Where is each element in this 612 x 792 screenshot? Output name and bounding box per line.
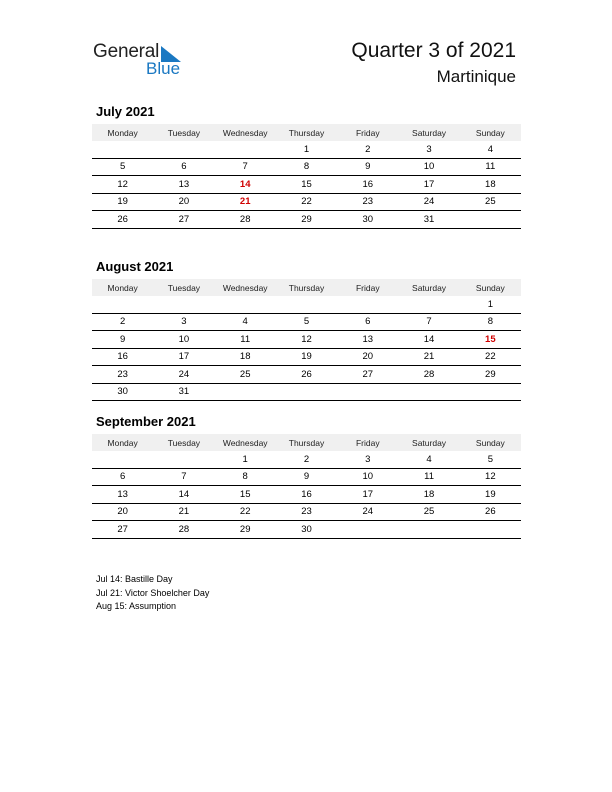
day-cell: 26 bbox=[460, 503, 521, 521]
day-cell: 20 bbox=[92, 503, 153, 521]
day-cell: 21 bbox=[153, 503, 214, 521]
day-cell: 9 bbox=[92, 331, 153, 349]
day-cell bbox=[215, 296, 276, 313]
day-cell: 26 bbox=[276, 366, 337, 384]
day-cell: 27 bbox=[92, 521, 153, 539]
day-cell: 2 bbox=[92, 313, 153, 331]
day-cell: 19 bbox=[92, 193, 153, 211]
calendar-table bbox=[92, 434, 521, 539]
week-row bbox=[92, 193, 521, 211]
day-cell bbox=[398, 296, 459, 313]
day-cell bbox=[92, 451, 153, 468]
day-cell: 7 bbox=[215, 158, 276, 176]
day-cell bbox=[398, 521, 459, 539]
day-cell: 7 bbox=[153, 468, 214, 486]
day-cell: 18 bbox=[460, 176, 521, 194]
day-cell: 20 bbox=[153, 193, 214, 211]
day-cell: 8 bbox=[276, 158, 337, 176]
day-cell bbox=[460, 383, 521, 401]
quarter-title: Quarter 3 of 2021 bbox=[351, 39, 516, 62]
day-cell: 13 bbox=[337, 331, 398, 349]
day-cell: 27 bbox=[153, 211, 214, 229]
day-cell: 8 bbox=[215, 468, 276, 486]
day-cell: 6 bbox=[92, 468, 153, 486]
weekday-label: Monday bbox=[92, 279, 153, 296]
day-cell: 29 bbox=[276, 211, 337, 229]
day-cell: 21 bbox=[398, 348, 459, 366]
day-cell bbox=[92, 296, 153, 313]
weekday-label: Friday bbox=[337, 279, 398, 296]
day-cell bbox=[276, 383, 337, 401]
month-august bbox=[92, 259, 521, 401]
logo bbox=[93, 40, 203, 80]
day-cell: 29 bbox=[215, 521, 276, 539]
day-cell: 31 bbox=[398, 211, 459, 229]
day-cell: 9 bbox=[276, 468, 337, 486]
day-cell: 1 bbox=[460, 296, 521, 313]
week-row bbox=[92, 383, 521, 401]
weekday-label: Wednesday bbox=[215, 279, 276, 296]
day-cell: 28 bbox=[398, 366, 459, 384]
day-cell: 14 bbox=[398, 331, 459, 349]
day-cell: 5 bbox=[92, 158, 153, 176]
day-cell bbox=[337, 383, 398, 401]
week-row bbox=[92, 486, 521, 504]
day-cell: 9 bbox=[337, 158, 398, 176]
holiday-item: Jul 21: Victor Shoelcher Day bbox=[96, 587, 210, 598]
month-july bbox=[92, 104, 521, 229]
day-cell: 15 bbox=[460, 331, 521, 349]
week-row bbox=[92, 348, 521, 366]
day-cell bbox=[153, 451, 214, 468]
month-title: September 2021 bbox=[96, 414, 196, 429]
day-cell: 25 bbox=[215, 366, 276, 384]
day-cell: 10 bbox=[398, 158, 459, 176]
day-cell: 2 bbox=[337, 141, 398, 158]
day-cell: 15 bbox=[215, 486, 276, 504]
weekday-label: Friday bbox=[337, 124, 398, 141]
day-cell: 25 bbox=[398, 503, 459, 521]
day-cell: 17 bbox=[153, 348, 214, 366]
day-cell: 12 bbox=[460, 468, 521, 486]
day-cell: 24 bbox=[337, 503, 398, 521]
day-cell: 26 bbox=[92, 211, 153, 229]
day-cell: 21 bbox=[215, 193, 276, 211]
weekday-label: Tuesday bbox=[153, 434, 214, 451]
week-row bbox=[92, 331, 521, 349]
weekday-label: Friday bbox=[337, 434, 398, 451]
day-cell: 30 bbox=[337, 211, 398, 229]
day-cell: 16 bbox=[337, 176, 398, 194]
day-cell: 16 bbox=[92, 348, 153, 366]
logo-text-general: General bbox=[93, 41, 160, 62]
day-cell: 8 bbox=[460, 313, 521, 331]
week-row bbox=[92, 296, 521, 313]
day-cell: 23 bbox=[92, 366, 153, 384]
week-row bbox=[92, 451, 521, 468]
weekday-label: Monday bbox=[92, 124, 153, 141]
month-title: July 2021 bbox=[96, 104, 155, 119]
week-row bbox=[92, 211, 521, 229]
day-cell: 14 bbox=[153, 486, 214, 504]
weekday-label: Monday bbox=[92, 434, 153, 451]
day-cell bbox=[153, 296, 214, 313]
day-cell: 12 bbox=[92, 176, 153, 194]
day-cell bbox=[92, 141, 153, 158]
day-cell: 24 bbox=[398, 193, 459, 211]
day-cell: 15 bbox=[276, 176, 337, 194]
day-cell: 10 bbox=[337, 468, 398, 486]
weekday-label: Saturday bbox=[398, 279, 459, 296]
week-row bbox=[92, 313, 521, 331]
day-cell: 4 bbox=[215, 313, 276, 331]
day-cell bbox=[460, 521, 521, 539]
day-cell bbox=[398, 383, 459, 401]
day-cell: 17 bbox=[398, 176, 459, 194]
weekday-label: Tuesday bbox=[153, 279, 214, 296]
day-cell bbox=[215, 141, 276, 158]
weekday-label: Thursday bbox=[276, 279, 337, 296]
day-cell: 3 bbox=[398, 141, 459, 158]
day-cell: 28 bbox=[215, 211, 276, 229]
day-cell: 23 bbox=[276, 503, 337, 521]
weekday-label: Thursday bbox=[276, 434, 337, 451]
weekday-label: Sunday bbox=[460, 434, 521, 451]
holiday-item: Jul 14: Bastille Day bbox=[96, 574, 173, 584]
week-row bbox=[92, 176, 521, 194]
day-cell: 7 bbox=[398, 313, 459, 331]
day-cell: 3 bbox=[153, 313, 214, 331]
day-cell: 2 bbox=[276, 451, 337, 468]
calendar-table bbox=[92, 279, 521, 401]
day-cell bbox=[337, 521, 398, 539]
weekday-label: Saturday bbox=[398, 124, 459, 141]
day-cell: 3 bbox=[337, 451, 398, 468]
day-cell: 10 bbox=[153, 331, 214, 349]
day-cell: 27 bbox=[337, 366, 398, 384]
week-row bbox=[92, 141, 521, 158]
day-cell bbox=[153, 141, 214, 158]
week-row bbox=[92, 521, 521, 539]
day-cell: 6 bbox=[153, 158, 214, 176]
day-cell: 31 bbox=[153, 383, 214, 401]
day-cell: 12 bbox=[276, 331, 337, 349]
day-cell: 18 bbox=[398, 486, 459, 504]
day-cell: 19 bbox=[460, 486, 521, 504]
day-cell: 20 bbox=[337, 348, 398, 366]
weekday-label: Saturday bbox=[398, 434, 459, 451]
month-title: August 2021 bbox=[96, 259, 174, 274]
day-cell bbox=[337, 296, 398, 313]
day-cell: 6 bbox=[337, 313, 398, 331]
month-september bbox=[92, 414, 521, 539]
day-cell: 5 bbox=[460, 451, 521, 468]
day-cell: 14 bbox=[215, 176, 276, 194]
day-cell: 22 bbox=[276, 193, 337, 211]
day-cell: 29 bbox=[460, 366, 521, 384]
day-cell: 11 bbox=[460, 158, 521, 176]
day-cell: 18 bbox=[215, 348, 276, 366]
country-name: Martinique bbox=[436, 67, 516, 86]
day-cell: 25 bbox=[460, 193, 521, 211]
day-cell bbox=[276, 296, 337, 313]
day-cell: 24 bbox=[153, 366, 214, 384]
day-cell: 13 bbox=[153, 176, 214, 194]
day-cell bbox=[215, 383, 276, 401]
day-cell: 4 bbox=[398, 451, 459, 468]
week-row bbox=[92, 503, 521, 521]
day-cell: 1 bbox=[276, 141, 337, 158]
calendar-table bbox=[92, 124, 521, 229]
day-cell: 1 bbox=[215, 451, 276, 468]
weekday-label: Wednesday bbox=[215, 434, 276, 451]
day-cell: 22 bbox=[215, 503, 276, 521]
weekday-label: Sunday bbox=[460, 124, 521, 141]
day-cell: 19 bbox=[276, 348, 337, 366]
day-cell: 11 bbox=[215, 331, 276, 349]
weekday-label: Sunday bbox=[460, 279, 521, 296]
day-cell: 13 bbox=[92, 486, 153, 504]
day-cell: 17 bbox=[337, 486, 398, 504]
weekday-header-row bbox=[92, 434, 521, 451]
weekday-label: Wednesday bbox=[215, 124, 276, 141]
day-cell: 28 bbox=[153, 521, 214, 539]
holiday-item: Aug 15: Assumption bbox=[96, 601, 177, 611]
day-cell: 30 bbox=[276, 521, 337, 539]
week-row bbox=[92, 366, 521, 384]
week-row bbox=[92, 468, 521, 486]
day-cell: 11 bbox=[398, 468, 459, 486]
weekday-header-row bbox=[92, 124, 521, 141]
day-cell: 5 bbox=[276, 313, 337, 331]
logo-text-blue: Blue bbox=[146, 59, 181, 78]
day-cell bbox=[460, 211, 521, 229]
day-cell: 23 bbox=[337, 193, 398, 211]
day-cell: 16 bbox=[276, 486, 337, 504]
weekday-header-row bbox=[92, 279, 521, 296]
day-cell: 22 bbox=[460, 348, 521, 366]
day-cell: 4 bbox=[460, 141, 521, 158]
weekday-label: Thursday bbox=[276, 124, 337, 141]
weekday-label: Tuesday bbox=[153, 124, 214, 141]
holiday-list bbox=[96, 573, 209, 614]
week-row bbox=[92, 158, 521, 176]
day-cell: 30 bbox=[92, 383, 153, 401]
